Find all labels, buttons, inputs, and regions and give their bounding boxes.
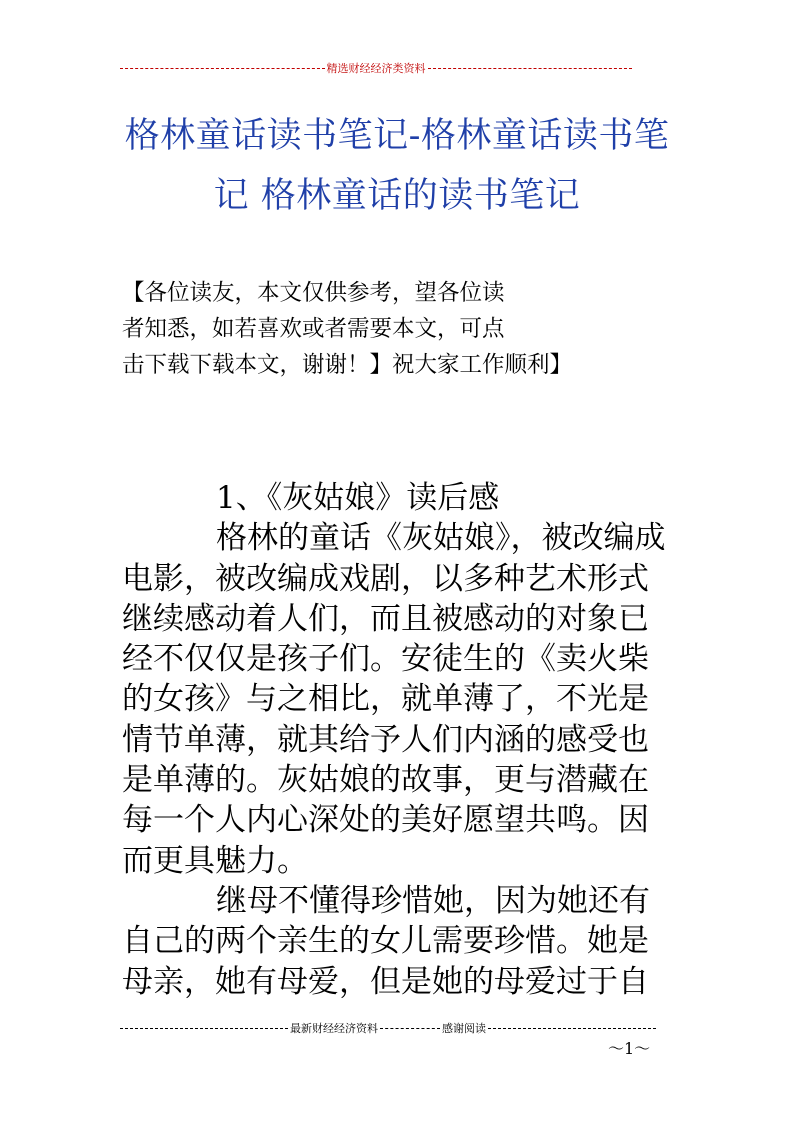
page-footer bbox=[120, 1021, 656, 1035]
section-heading: 1、《灰姑娘》读后感 bbox=[216, 480, 500, 516]
paragraph-line: 情节单薄，就其给予人们内涵的感受也 bbox=[122, 721, 649, 758]
document-title bbox=[110, 106, 684, 226]
paragraph-line: 格林的童话《灰姑娘》，被改编成 bbox=[216, 520, 666, 557]
paragraph-line: 的女孩》与之相比，就单薄了，不光是 bbox=[122, 681, 649, 718]
footer-divider-left bbox=[120, 1028, 288, 1029]
title-line-1: 格林童话读书笔记-格林童话读书笔 bbox=[124, 116, 670, 156]
paragraph-line: 继母不懂得珍惜她，因为她还有 bbox=[216, 882, 650, 919]
paragraph-line: 电影，被改编成戏剧，以多种艺术形式 bbox=[122, 560, 649, 597]
paragraph-line: 自己的两个亲生的女儿需要珍惜。她是 bbox=[122, 923, 649, 960]
header-text: 精选财经经济类资料 bbox=[326, 62, 426, 75]
article-body bbox=[122, 478, 678, 1002]
paragraph-line: 继续感动着人们，而且被感动的对象已 bbox=[122, 600, 649, 637]
notice-line: 击下载下载本文，谢谢！】祝大家工作顺利】 bbox=[122, 352, 573, 378]
paragraph-line: 是单薄的。灰姑娘的故事，更与潜藏在 bbox=[122, 762, 649, 799]
paragraph-line: 经不仅仅是孩子们。安徒生的《卖火柴 bbox=[122, 641, 649, 678]
paragraph-line: 每一个人内心深处的美好愿望共鸣。因 bbox=[122, 802, 649, 839]
footer-divider-right bbox=[488, 1028, 656, 1029]
footer-left-text: 最新财经经济资料 bbox=[290, 1022, 378, 1035]
notice-line: 者知悉，如若喜欢或者需要本文，可点 bbox=[122, 316, 505, 342]
footer-right-text: 感谢阅读 bbox=[442, 1022, 486, 1035]
header-divider-right bbox=[428, 68, 633, 69]
footer-divider-middle bbox=[380, 1028, 440, 1029]
title-line-2: 记 格林童话的读书笔记 bbox=[213, 176, 581, 216]
page-header bbox=[120, 61, 632, 75]
page-number: ～1～ bbox=[608, 1039, 651, 1058]
paragraph-line: 而更具魅力。 bbox=[122, 842, 308, 879]
header-divider-left bbox=[120, 68, 325, 69]
notice-line: 【各位读友，本文仅供参考，望各位读 bbox=[122, 280, 505, 306]
reader-notice bbox=[122, 275, 682, 383]
paragraph-line: 母亲，她有母爱，但是她的母爱过于自 bbox=[122, 963, 649, 1000]
